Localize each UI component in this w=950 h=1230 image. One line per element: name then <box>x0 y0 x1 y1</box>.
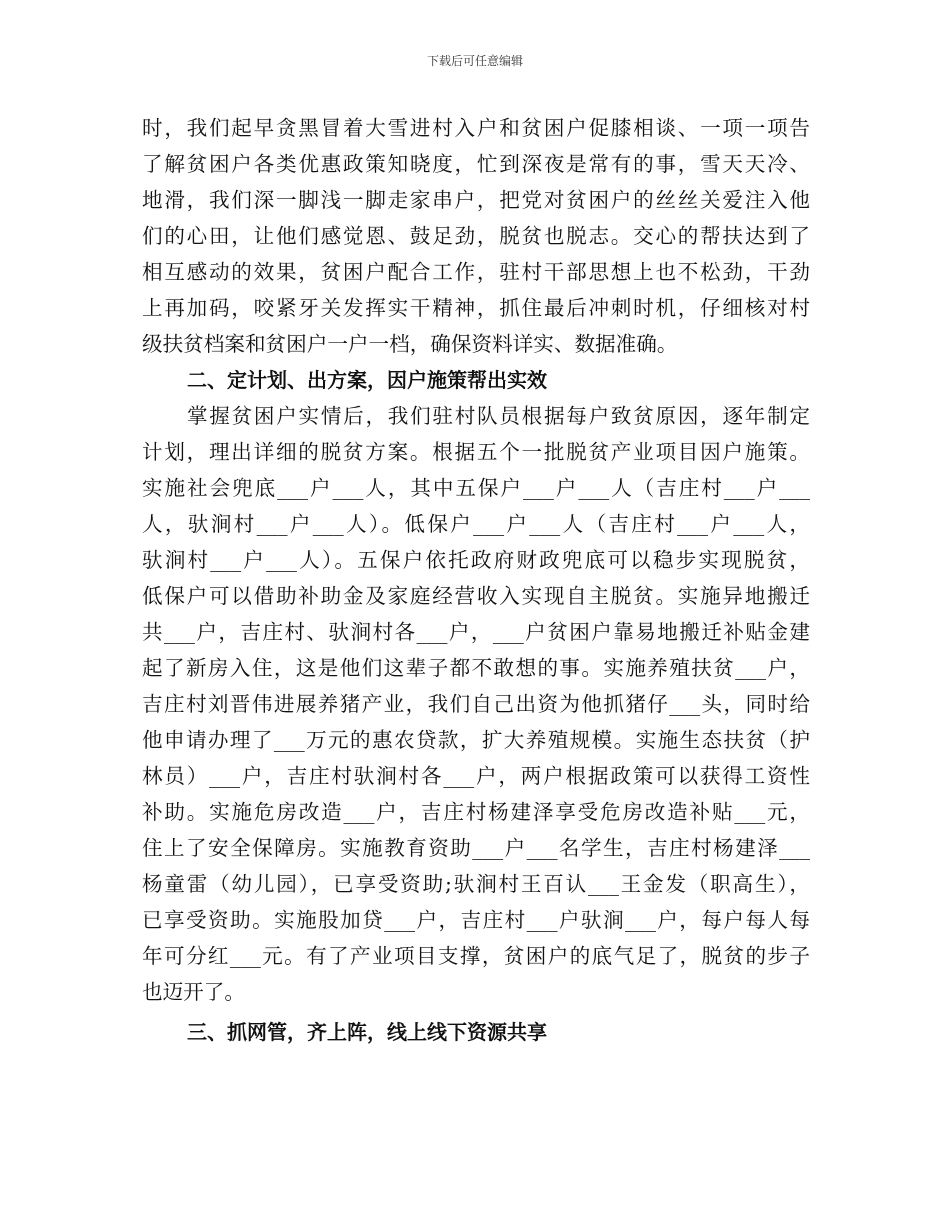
section-heading: 三、抓网管，齐上阵，线上线下资源共享 <box>187 1020 547 1044</box>
text-line: 级扶贫档案和贫困户一户一档，确保资料详实、数据准确。 <box>142 332 678 356</box>
text-line: 计划，理出详细的脱贫方案。根据五个一批脱贫产业项目因户施策。 <box>142 440 810 464</box>
text-line: 上再加码，咬紧牙关发挥实干精神，抓住最后冲刺时机，仔细核对村 <box>142 296 810 320</box>
text-line: 掌握贫困户实情后，我们驻村队员根据每户致贫原因，逐年制定 <box>187 404 810 428</box>
text-line: 驮涧村___户___人）。五保户依托政府财政兜底可以稳步实现脱贫， <box>142 548 810 572</box>
text-line: 们的心田，让他们感觉恩、鼓足劲，脱贫也脱志。交心的帮扶达到了 <box>142 224 810 248</box>
section-heading: 二、定计划、出方案，因户施策帮出实效 <box>187 368 547 392</box>
text-line: 共___户，吉庄村、驮涧村各___户，___户贫困户靠易地搬迁补贴金建 <box>142 620 810 644</box>
text-line: 他申请办理了___万元的惠农贷款，扩大养殖规模。实施生态扶贫（护 <box>142 728 810 752</box>
text-line: 也迈开了。 <box>142 980 245 1004</box>
page-header: 下载后可任意编辑 <box>426 54 523 68</box>
text-line: 年可分红___元。有了产业项目支撑，贫困户的底气足了，脱贫的步子 <box>142 944 810 968</box>
text-line: 已享受资助。实施股加贷___户，吉庄村___户驮涧___户，每户每人每 <box>142 908 810 932</box>
text-line: 住上了安全保障房。实施教育资助___户___名学生，吉庄村杨建泽___ <box>142 836 810 860</box>
text-line: 相互感动的效果，贫困户配合工作，驻村干部思想上也不松劲，干劲 <box>142 260 810 284</box>
text-line: 补助。实施危房改造___户，吉庄村杨建泽享受危房改造补贴___元， <box>142 800 810 824</box>
text-line: 低保户可以借助补助金及家庭经营收入实现自主脱贫。实施异地搬迁 <box>142 584 810 608</box>
text-line: 地滑，我们深一脚浅一脚走家串户，把党对贫困户的丝丝关爱注入他 <box>142 188 810 212</box>
text-line: 起了新房入住，这是他们这辈子都不敢想的事。实施养殖扶贫___户， <box>142 656 810 680</box>
text-line: 实施社会兜底___户___人，其中五保户___户___人（吉庄村___户___ <box>142 476 810 500</box>
text-line: 了解贫困户各类优惠政策知晓度，忙到深夜是常有的事，雪天天冷、 <box>142 152 810 176</box>
text-line: 林员）___户，吉庄村驮涧村各___户，两户根据政策可以获得工资性 <box>142 764 810 788</box>
text-line: 人，驮涧村___户___人）。低保户___户___人（吉庄村___户___人， <box>142 512 810 536</box>
text-line: 时，我们起早贪黑冒着大雪进村入户和贫困户促膝相谈、一项一项告 <box>142 116 810 140</box>
text-line: 吉庄村刘晋伟进展养猪产业，我们自己出资为他抓猪仔___头，同时给 <box>142 692 810 716</box>
text-line: 杨童雷（幼儿园），已享受资助;驮涧村王百认___王金发（职高生）， <box>142 872 810 896</box>
